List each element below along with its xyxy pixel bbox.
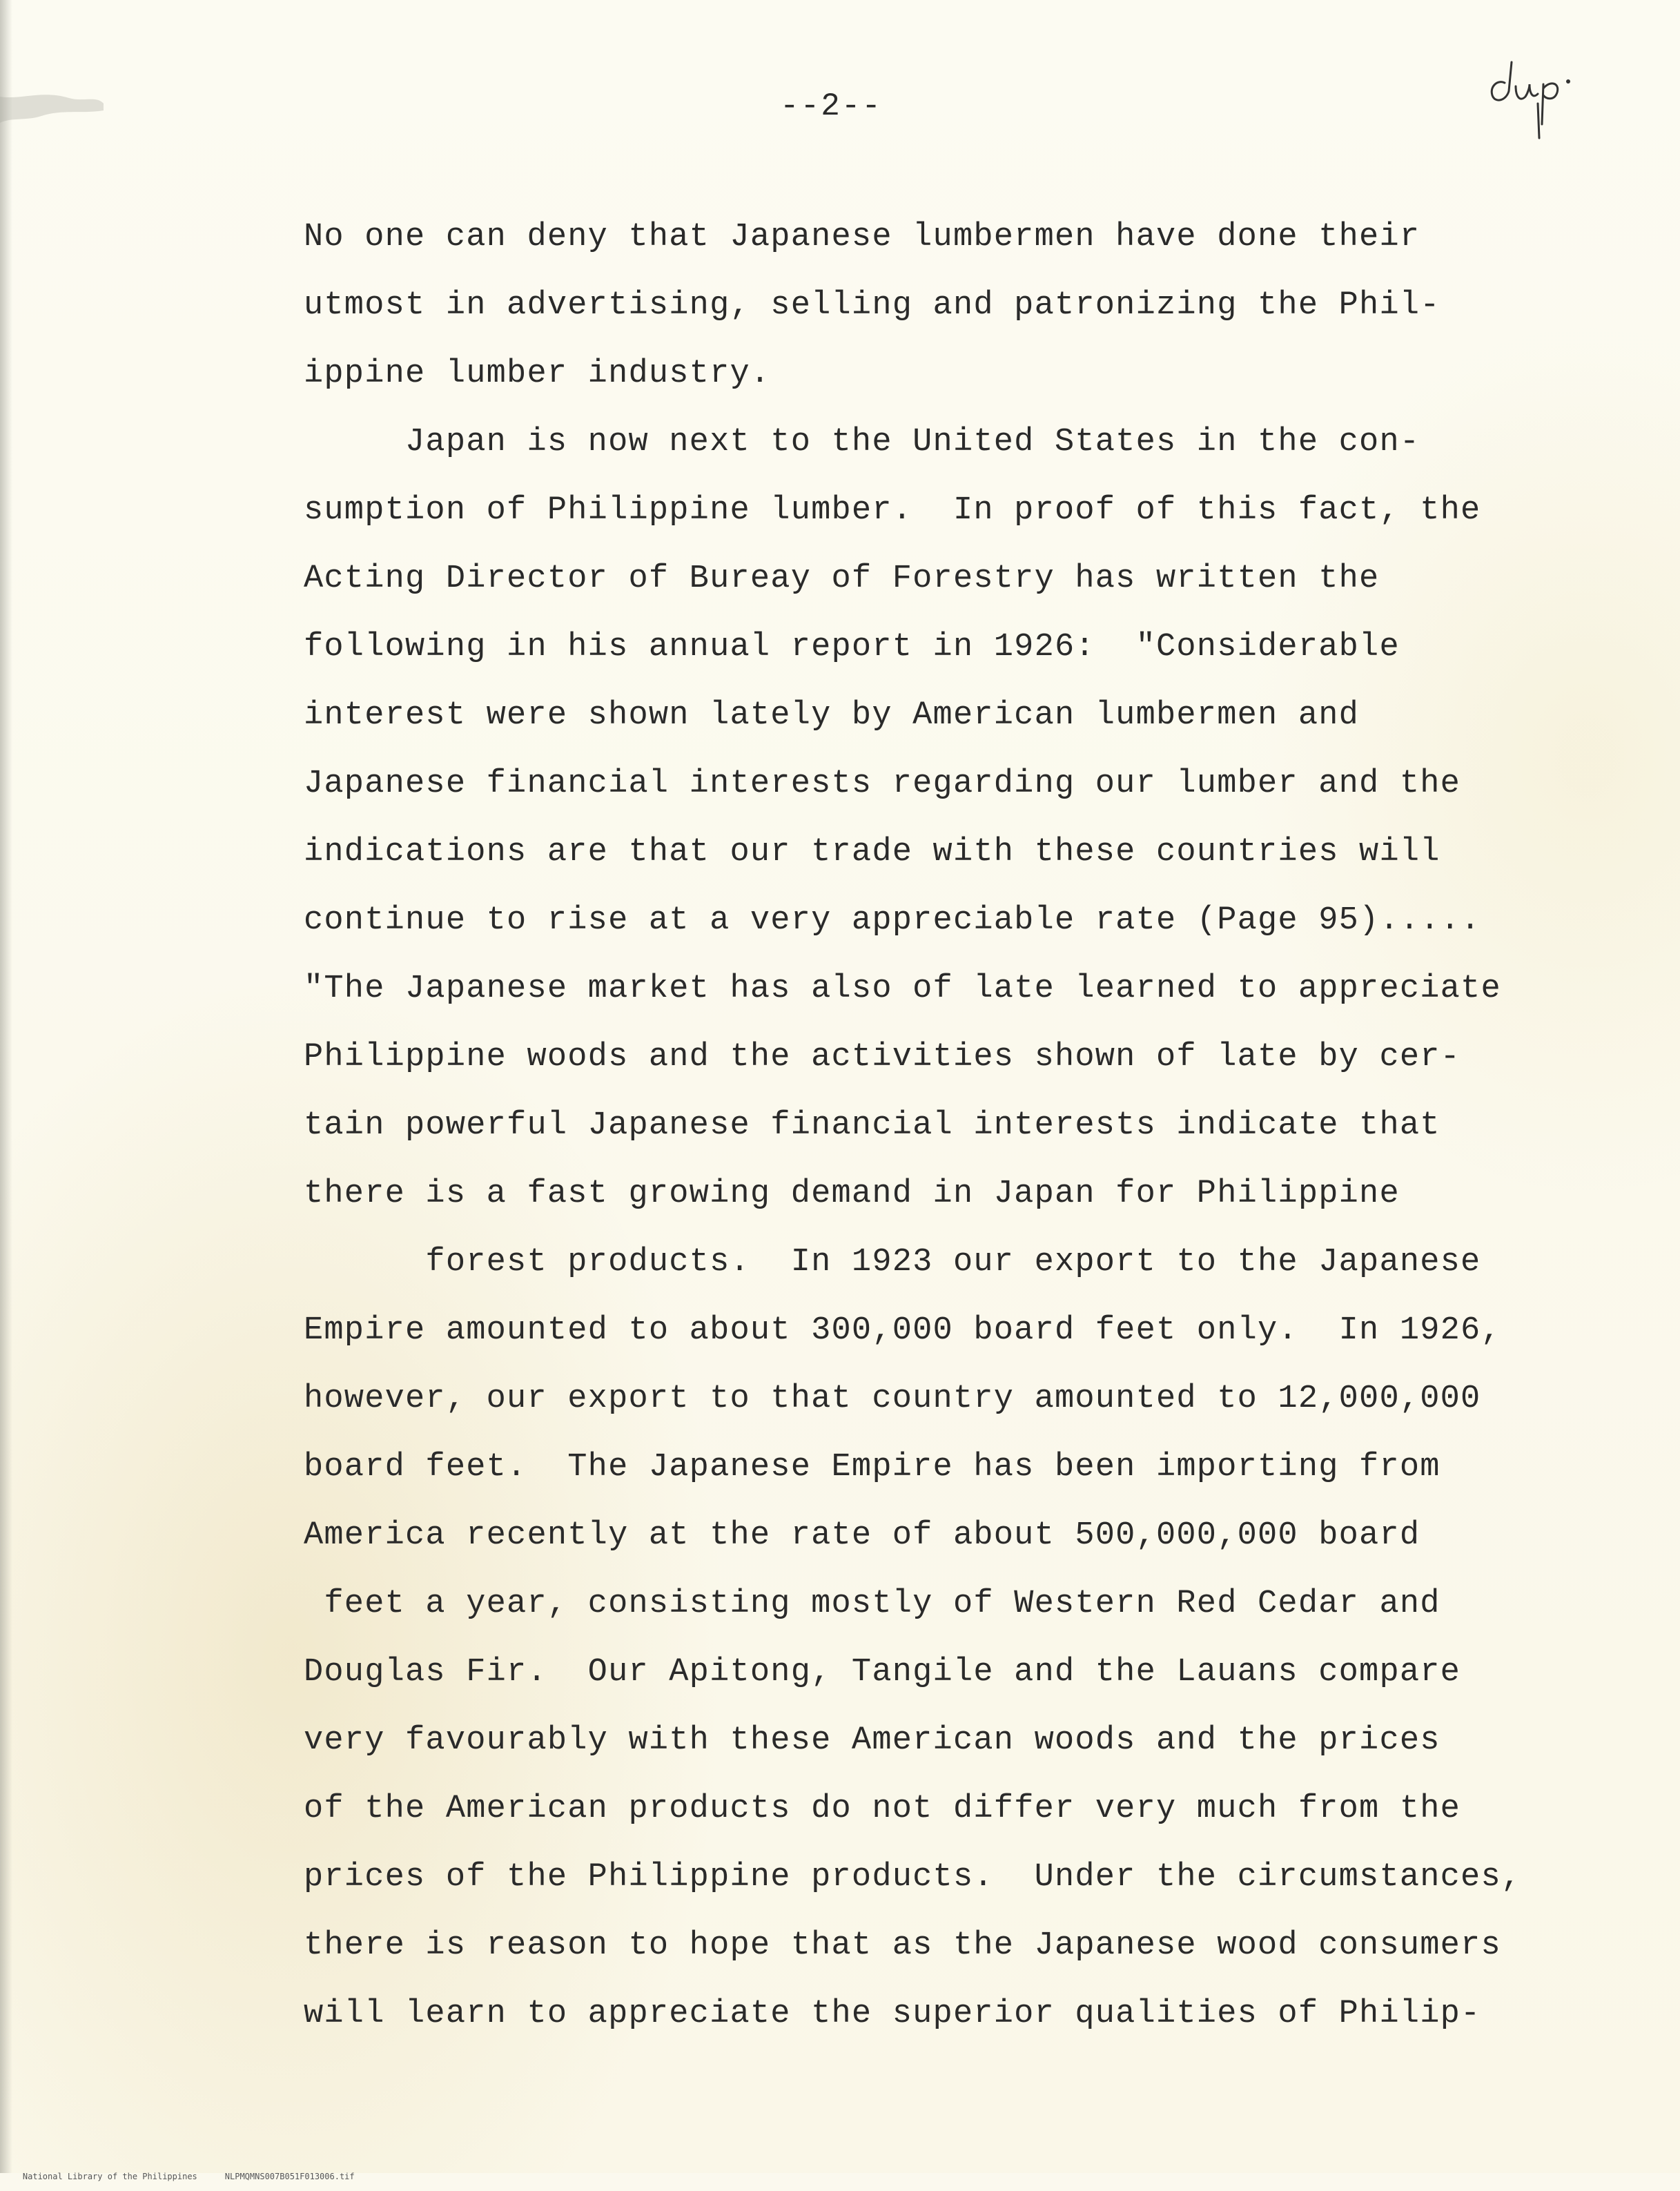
text-line: of the American products do not differ very much from the	[304, 1791, 1461, 1827]
text-line: Japanese financial interests regarding our lumber and the	[304, 766, 1461, 802]
torn-corner-mark	[0, 83, 104, 131]
text-line: board feet. The Japanese Empire has been importing from	[304, 1449, 1440, 1486]
text-line: No one can deny that Japanese lumbermen have done their	[304, 219, 1420, 255]
scan-file-id: NLPMQMNS007B051F013006.tif	[224, 2172, 355, 2181]
library-credit: National Library of the Philippines	[22, 2172, 197, 2181]
text-line: feet a year, consisting mostly of Western Red Cedar and	[304, 1586, 1440, 1622]
text-line: will learn to appreciate the superior qualities of Philip-	[304, 1996, 1481, 2032]
text-line: there is a fast growing demand in Japan for Philippine	[304, 1176, 1400, 1212]
text-line: America recently at the rate of about 500,000,000 board	[304, 1517, 1420, 1554]
scan-footer	[3, 2162, 382, 2191]
text-line: Philippine woods and the activities shown of late by cer-	[304, 1039, 1461, 1075]
text-line: following in his annual report in 1926: "Considerable	[304, 629, 1400, 665]
text-line: sumption of Philippine lumber. In proof of this fact, the	[304, 492, 1481, 529]
page-number: --2--	[780, 88, 883, 124]
text-line: very favourably with these American woods and the prices	[304, 1722, 1440, 1759]
text-line: forest products. In 1923 our export to the Japanese	[304, 1244, 1481, 1280]
text-line: Japan is now next to the United States in the con-	[304, 424, 1420, 460]
text-line: ippine lumber industry.	[304, 356, 771, 392]
text-line: prices of the Philippine products. Under the circumstances,	[304, 1859, 1522, 1896]
text-line: interest were shown lately by American lumbermen and	[304, 697, 1360, 734]
text-line: indications are that our trade with these countries will	[304, 834, 1440, 870]
text-line: however, our export to that country amounted to 12,000,000	[304, 1381, 1481, 1417]
text-line: tain powerful Japanese financial interests indicate that	[304, 1107, 1440, 1144]
text-line: Acting Director of Bureay of Forestry has written the	[304, 561, 1380, 597]
text-line: utmost in advertising, selling and patronizing the Phil-	[304, 287, 1440, 324]
text-line: Empire amounted to about 300,000 board feet only. In 1926,	[304, 1312, 1501, 1349]
text-line: there is reason to hope that as the Japanese wood consumers	[304, 1927, 1501, 1964]
text-line: continue to rise at a very appreciable rate (Page 95).....	[304, 902, 1481, 939]
scan-edge-shadow	[0, 0, 12, 2173]
text-line: Douglas Fir. Our Apitong, Tangile and the Lauans compare	[304, 1654, 1461, 1691]
text-line: "The Japanese market has also of late learned to appreciate	[304, 971, 1501, 1007]
handwritten-dup-annotation	[1477, 48, 1588, 145]
